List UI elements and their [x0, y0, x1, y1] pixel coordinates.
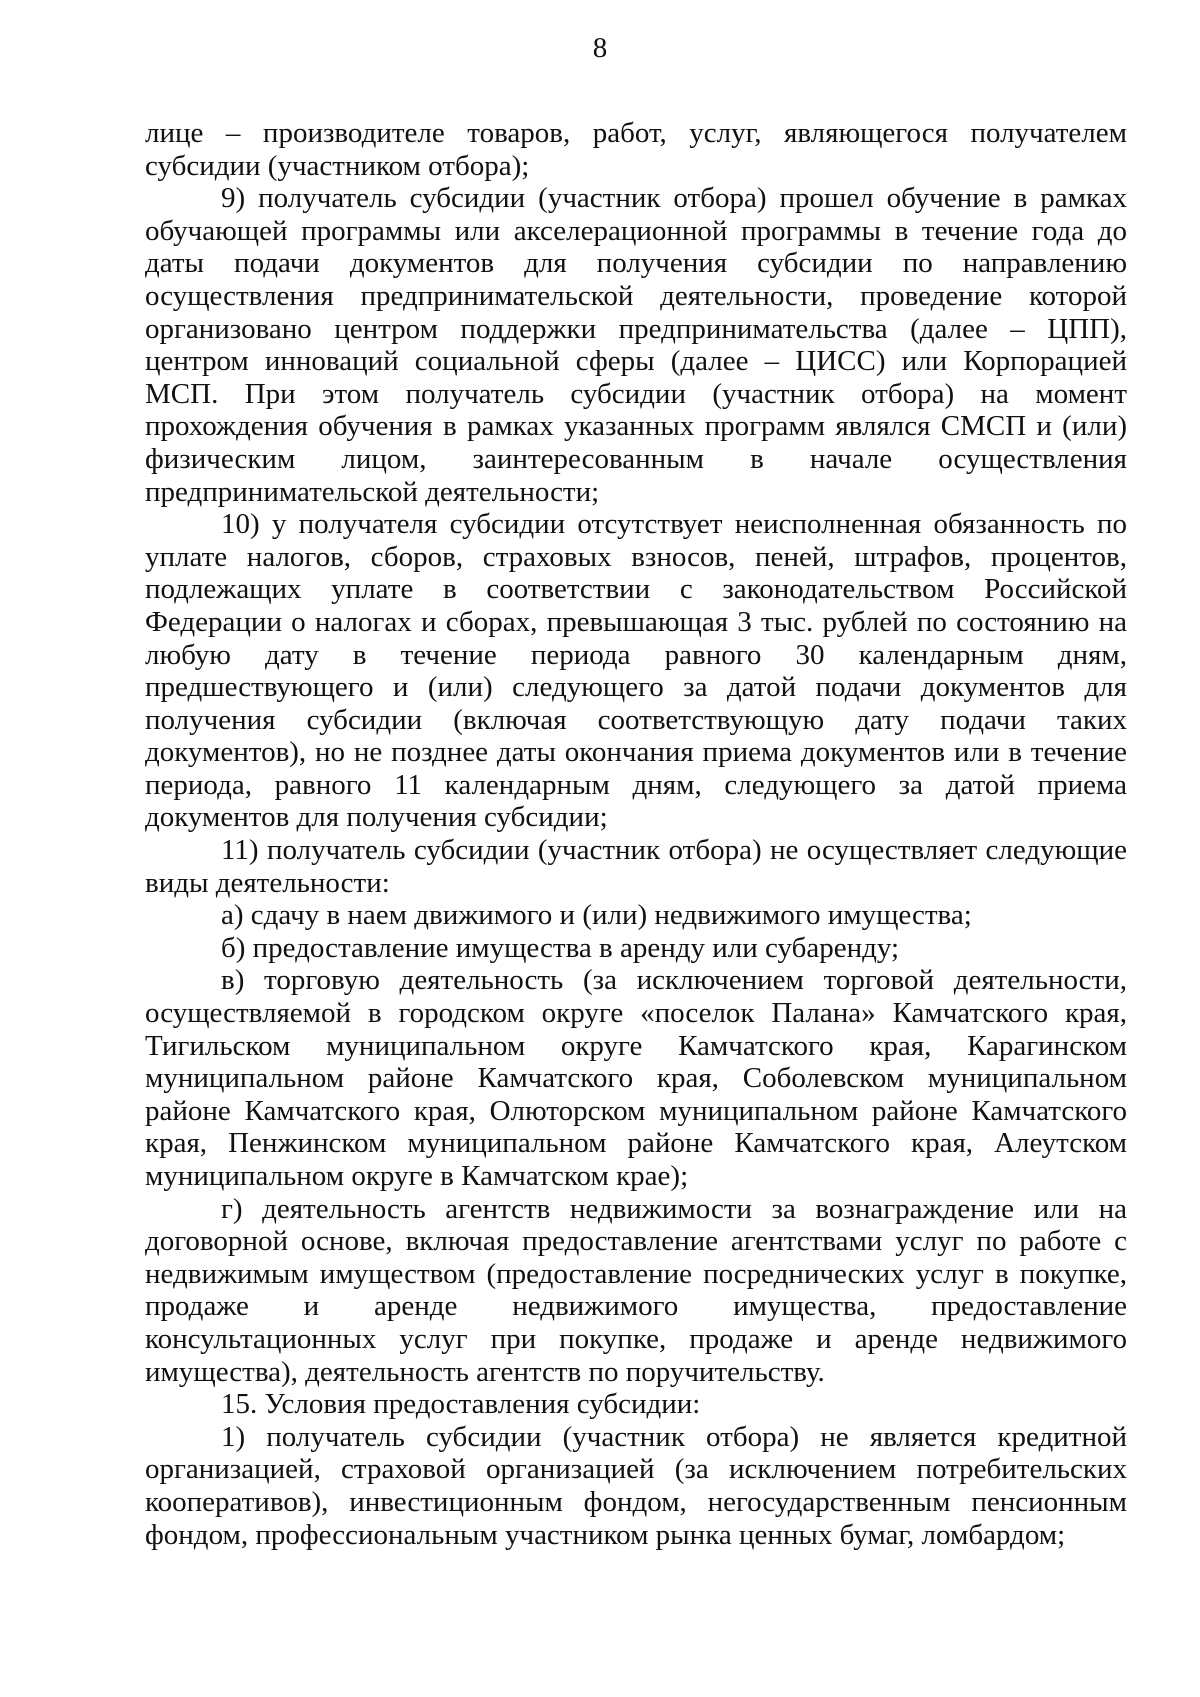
paragraph-item-9: 9) получатель субсидии (участник отбора) прошел обучение в рамках обучающей программы или акселерационной программы в течение года до даты подачи документов для получения субсидии по направлению осуществления предпринимательской деятельности, проведение которой организовано центром поддержки предпринимательства (далее – ЦПП), центром инноваций социальной сферы (далее – ЦИСС) или Корпорацией МСП. При этом получатель субсидии (участник отбора) на момент прохождения обучения в рамках указанных программ являлся СМСП и (или) физическим лицом, заинтересованным в начале осуществления предпринимательской деятельности; — [145, 182, 1127, 508]
paragraph-subitem-g: г) деятельность агентств недвижимости за вознаграждение или на договорной основе, включая предоставление агентствами услуг по работе с недвижимым имуществом (предоставление посреднических услуг в покупке, продаже и аренде недвижимого имущества, предоставление консультационных услуг при покупке, продаже и аренде недвижимого имущества), деятельность агентств по поручительству. — [145, 1192, 1127, 1388]
page-number: 8 — [592, 32, 608, 64]
paragraph-condition-1: 1) получатель субсидии (участник отбора) не является кредитной организацией, страховой организацией (за исключением потребительских кооперативов), инвестиционным фондом, негосударственным пенсионным фондом, профессиональным участником рынка ценных бумаг, ломбардом; — [145, 1420, 1127, 1551]
paragraph-item-10: 10) у получателя субсидии отсутствует неисполненная обязанность по уплате налогов, сборов, страховых взносов, пеней, штрафов, процентов, подлежащих уплате в соответствии с законодательством Российской Федерации о налогах и сборах, превышающая 3 тыс. рублей по состоянию на любую дату в течение периода равного 30 календарным дням, предшествующего и (или) следующего за датой подачи документов для получения субсидии (включая соответствующую дату подачи таких документов), но не позднее даты окончания приема документов или в течение периода, равного 11 календарным дням, следующего за датой приема документов для получения субсидии; — [145, 508, 1127, 834]
paragraph-subitem-a: а) сдачу в наем движимого и (или) недвижимого имущества; — [221, 899, 972, 932]
paragraph-continuation: лице – производителе товаров, работ, услуг, являющегося получателем субсидии (участником отбора); — [145, 117, 1127, 182]
section-heading-15: 15. Условия предоставления субсидии: — [221, 1388, 701, 1421]
document-body — [145, 117, 1127, 1551]
paragraph-subitem-b: б) предоставление имущества в аренду или субаренду; — [221, 931, 900, 964]
paragraph-item-11: 11) получатель субсидии (участник отбора) не осуществляет следующие виды деятельности: — [145, 834, 1127, 899]
paragraph-subitem-v: в) торговую деятельность (за исключением торговой деятельности, осуществляемой в городском округе «поселок Палана» Камчатского края, Тигильском муниципальном округе Камчатского края, Карагинском муниципальном районе Камчатского края, Соболевском муниципальном районе Камчатского края, Олюторском муниципальном районе Камчатского края, Пенжинском муниципальном районе Камчатского края, Алеутском муниципальном округе в Камчатском крае); — [145, 964, 1127, 1192]
